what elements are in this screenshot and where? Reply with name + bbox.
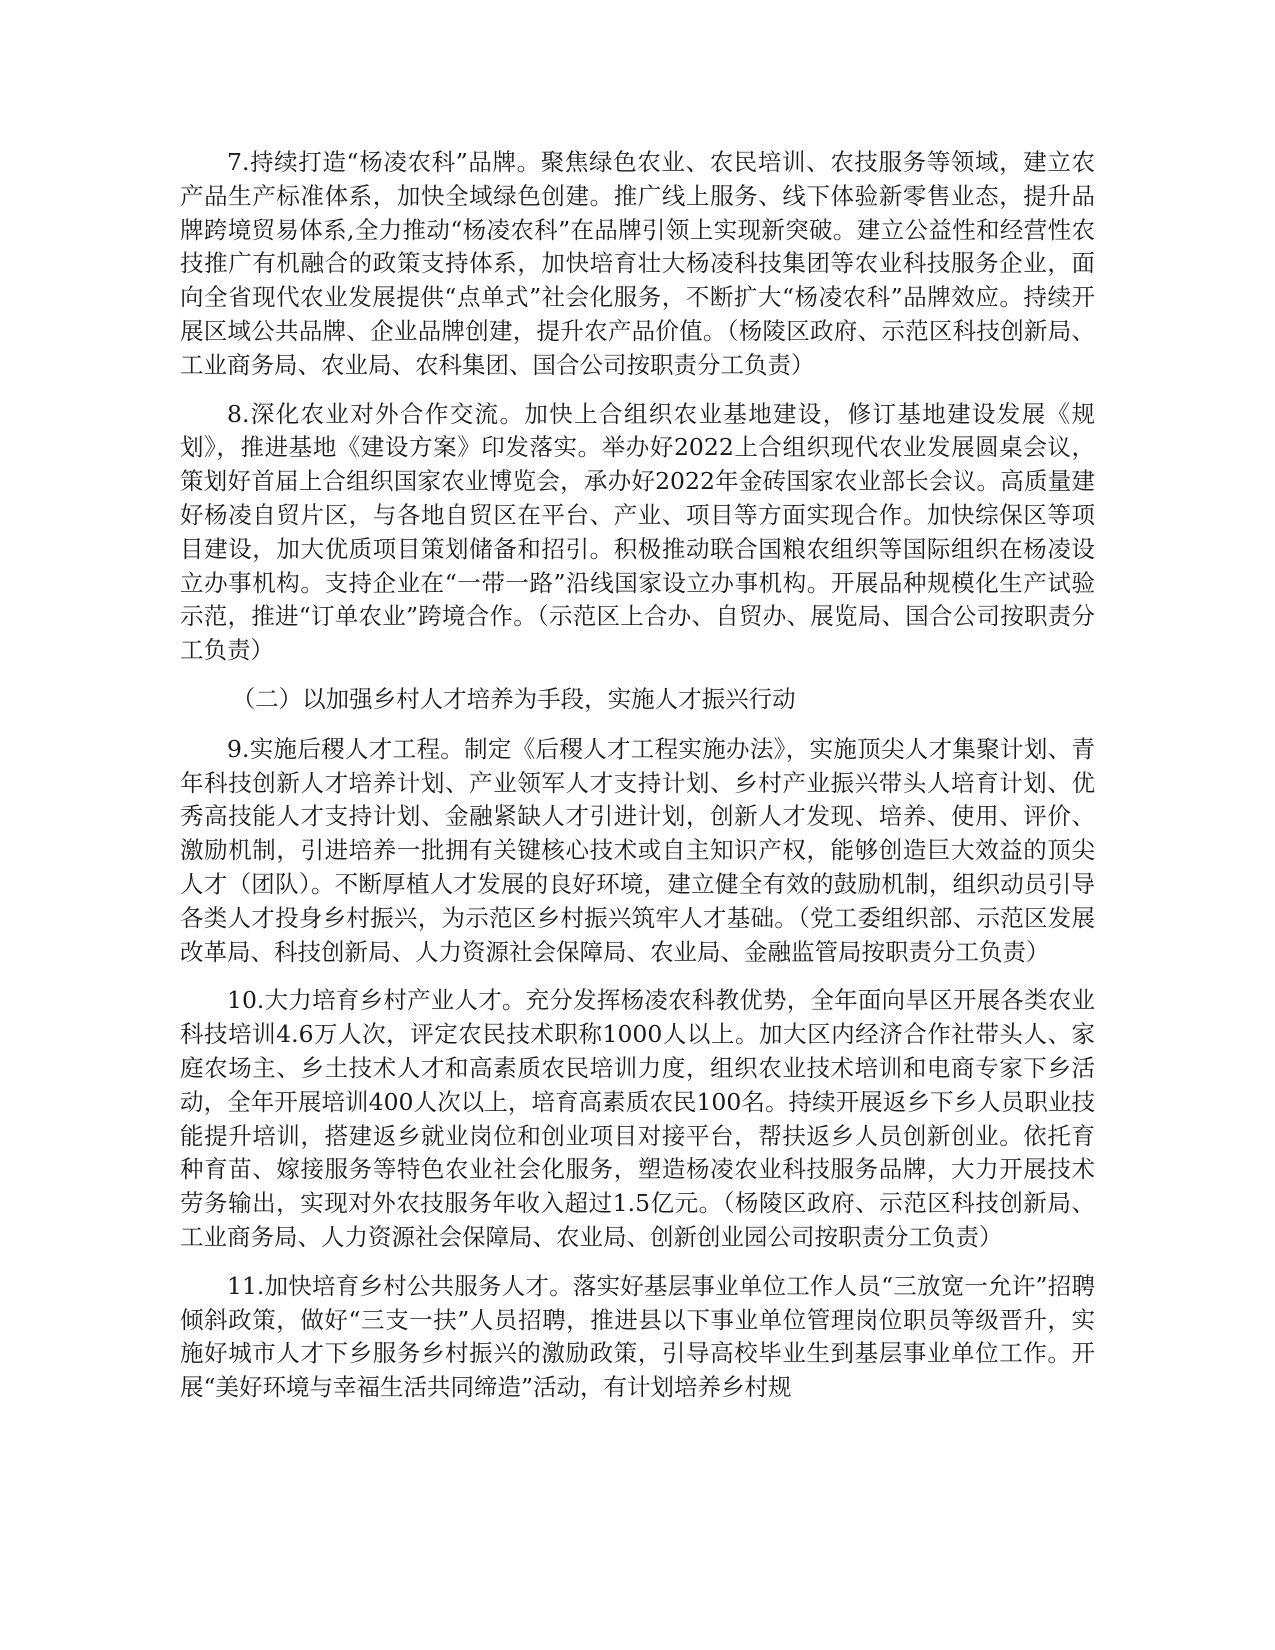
paragraph-item-7: 7.持续打造“杨凌农科”品牌。聚焦绿色农业、农民培训、农技服务等领域，建立农产品生产标准体系，加快全域绿色创建。推广线上服务、线下体验新零售业态，提升品牌跨境贸易体系,全力推动“杨凌农科”在品牌引领上实现新突破。建立公益性和经营性农技推广有机融合的政策支持体系，加快培育壮大杨凌科技集团等农业科技服务企业，面向全省现代农业发展提供“点单式”社会化服务，不断扩大“杨凌农科”品牌效应。持续开展区域公共品牌、企业品牌创建，提升农产品价值。（杨陵区政府、示范区科技创新局、工业商务局、农业局、农科集团、国合公司按职责分工负责） (180, 148, 1095, 379)
paragraph-item-9: 9.实施后稷人才工程。制定《后稷人才工程实施办法》，实施顶尖人才集聚计划、青年科技创新人才培养计划、产业领军人才支持计划、乡村产业振兴带头人培育计划、优秀高技能人才支持计划、金融紧缺人才引进计划，创新人才发现、培养、使用、评价、激励机制，引进培养一批拥有关键核心技术或自主知识产权，能够创造巨大效益的顶尖人才（团队）。不断厚植人才发展的良好环境，建立健全有效的鼓励机制，组织动员引导各类人才投身乡村振兴，为示范区乡村振兴筑牢人才基础。（党工委组织部、示范区发展改革局、科技创新局、人力资源社会保障局、农业局、金融监管局按职责分工负责） (180, 734, 1095, 966)
paragraph-item-10: 10.大力培育乡村产业人才。充分发挥杨凌农科教优势，全年面向旱区开展各类农业科技培训4.6万人次，评定农民技术职称1000人以上。加大区内经济合作社带头人、家庭农场主、乡土技术人才和高素质农民培训力度，组织农业技术培训和电商专家下乡活动，全年开展培训400人次以上，培育高素质农民100名。持续开展返乡下乡人员职业技能提升培训，搭建返乡就业岗位和创业项目对接平台，帮扶返乡人员创新创业。依托育种育苗、嫁接服务等特色农业社会化服务，塑造杨凌农业科技服务品牌，大力开展技术劳务输出，实现对外农技服务年收入超过1.5亿元。（杨陵区政府、示范区科技创新局、工业商务局、人力资源社会保障局、农业局、创新创业园公司按职责分工负责） (180, 986, 1095, 1251)
section-heading: （二）以加强乡村人才培养为手段，实施人才振兴行动 (231, 684, 796, 713)
paragraph-item-11: 11.加快培育乡村公共服务人才。落实好基层事业单位工作人员“三放宽一允许”招聘倾斜政策，做好“三支一扶”人员招聘，推进县以下事业单位管理岗位职员等级晋升，实施好城市人才下乡服务乡村振兴的激励政策，引导高校毕业生到基层事业单位工作。开展“美好环境与幸福生活共同缔造”活动，有计划培养乡村规 (180, 1271, 1095, 1402)
paragraph-item-8: 8.深化农业对外合作交流。加快上合组织农业基地建设，修订基地建设发展《规划》，推进基地《建设方案》印发落实。举办好2022上合组织现代农业发展圆桌会议，策划好首届上合组织国家农业博览会，承办好2022年金砖国家农业部长会议。高质量建好杨凌自贸片区，与各地自贸区在平台、产业、项目等方面实现合作。加快综保区等项目建设，加大优质项目策划储备和招引。积极推动联合国粮农组织等国际组织在杨凌设立办事机构。支持企业在“一带一路”沿线国家设立办事机构。开展品种规模化生产试验示范，推进“订单农业”跨境合作。（示范区上合办、自贸办、展览局、国合公司按职责分工负责） (180, 399, 1095, 665)
document-body (180, 146, 1095, 1420)
